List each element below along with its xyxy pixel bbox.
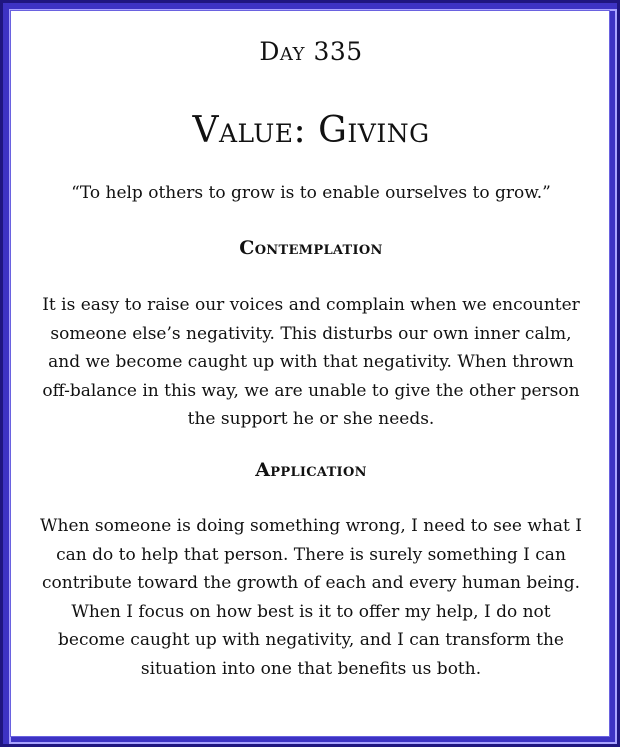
application-line: When someone is doing something wrong, I need to see what I: [40, 516, 582, 536]
contemplation-line: someone else’s negativity. This disturbs our own inner calm,: [50, 323, 572, 344]
contemplation-line: off-balance in this way, we are unable to give the other person: [42, 380, 580, 401]
day-label: Day 335: [259, 37, 363, 66]
application-line: contribute toward the growth of each and every human being.: [42, 573, 580, 593]
application-line: become caught up with negativity, and I can transform the: [58, 630, 564, 650]
page-title: Value: Giving: [192, 110, 430, 151]
book-page: [10, 10, 610, 737]
application-heading: Application: [255, 459, 367, 481]
contemplation-line: and we become caught up with that negativity. When thrown: [48, 352, 574, 372]
application-paragraph: [11, 512, 611, 683]
application-line: can do to help that person. There is surely something I can: [56, 544, 566, 565]
contemplation-heading: Contemplation: [239, 237, 383, 259]
application-line: situation into one that benefits us both.: [140, 658, 482, 679]
contemplation-paragraph: [11, 291, 611, 434]
application-line: When I focus on how best is it to offer my help, I do not: [71, 601, 551, 622]
contemplation-line: the support he or she needs.: [187, 409, 435, 429]
quote: “To help others to grow is to enable ourselves to grow.”: [71, 183, 551, 203]
contemplation-line: It is easy to raise our voices and complain when we encounter: [42, 295, 580, 315]
